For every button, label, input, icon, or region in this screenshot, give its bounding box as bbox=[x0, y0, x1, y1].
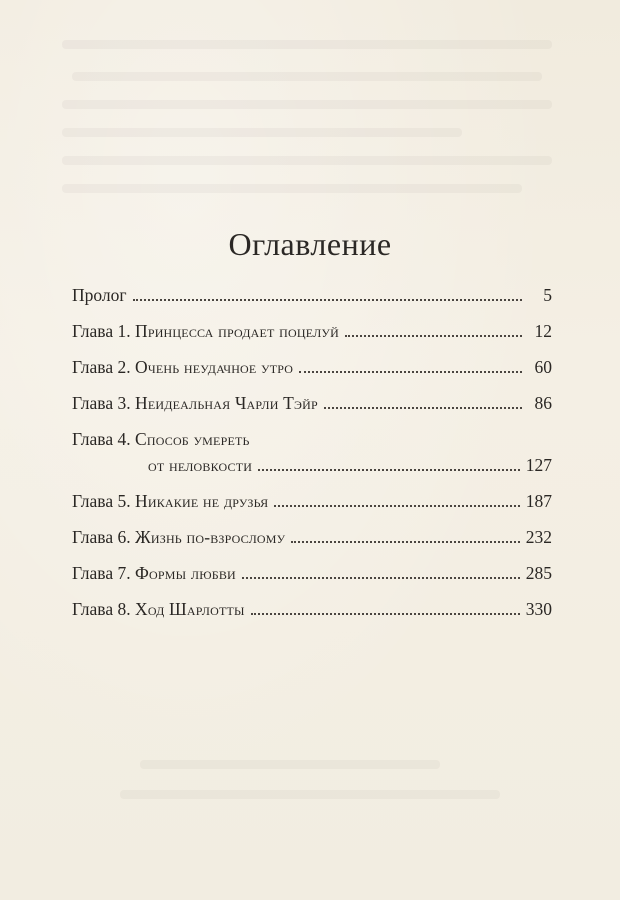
toc-entry-prefix: Глава 5. bbox=[72, 491, 131, 511]
toc-entry-title: Способ умереть bbox=[134, 429, 250, 449]
toc-page-number: 86 bbox=[534, 393, 552, 413]
toc-entry-title: Формы любви bbox=[134, 563, 236, 583]
toc-entry-prefix: Глава 8. bbox=[72, 599, 131, 619]
toc-entry-title: Ход Шарлотты bbox=[134, 599, 245, 619]
show-through-text bbox=[62, 100, 552, 109]
show-through-text bbox=[62, 156, 552, 165]
toc-entry-prefix: Глава 6. bbox=[72, 527, 131, 547]
toc-page-number: 232 bbox=[525, 527, 552, 547]
dot-leader bbox=[258, 469, 520, 471]
dot-leader bbox=[251, 613, 520, 615]
show-through-text bbox=[120, 790, 500, 799]
dot-leader bbox=[299, 371, 522, 373]
toc-entry-chapter-8[interactable] bbox=[72, 596, 552, 622]
toc-entry-chapter-2[interactable] bbox=[72, 354, 552, 380]
dot-leader bbox=[291, 541, 519, 543]
toc-entry-chapter-6[interactable] bbox=[72, 524, 552, 550]
toc-entry-title-continued: от неловкости bbox=[148, 455, 253, 475]
show-through-text bbox=[72, 72, 542, 81]
table-of-contents bbox=[72, 282, 552, 632]
show-through-text bbox=[140, 760, 440, 769]
toc-entry-title: Очень неудачное утро bbox=[134, 357, 294, 377]
toc-entry-prefix: Глава 7. bbox=[72, 563, 131, 583]
dot-leader bbox=[242, 577, 520, 579]
dot-leader bbox=[133, 299, 522, 301]
dot-leader bbox=[324, 407, 522, 409]
toc-entry-title: Неидеальная Чарли Тэйр bbox=[134, 393, 318, 413]
toc-entry-chapter-3[interactable] bbox=[72, 390, 552, 416]
toc-entry-prefix: Глава 1. bbox=[72, 321, 131, 341]
toc-entry-prefix: Глава 3. bbox=[72, 393, 131, 413]
toc-entry-chapter-1[interactable] bbox=[72, 318, 552, 344]
dot-leader bbox=[345, 335, 522, 337]
show-through-text bbox=[62, 40, 552, 49]
toc-entry-prologue[interactable] bbox=[72, 282, 552, 308]
toc-page-number: 285 bbox=[525, 563, 552, 583]
show-through-text bbox=[62, 184, 522, 193]
toc-page-number: 5 bbox=[543, 285, 552, 305]
toc-page-number: 127 bbox=[525, 455, 552, 475]
toc-page-number: 60 bbox=[534, 357, 552, 377]
toc-entry-title: Жизнь по-взрослому bbox=[134, 527, 286, 547]
toc-entry-title: Принцесса продает поцелуй bbox=[134, 321, 339, 341]
toc-page-number: 12 bbox=[534, 321, 552, 341]
toc-entry-title: Никакие не друзья bbox=[134, 491, 269, 511]
toc-entry-prefix: Глава 4. bbox=[72, 429, 131, 449]
toc-entry-prefix: Глава 2. bbox=[72, 357, 131, 377]
toc-entry-prefix: Пролог bbox=[72, 285, 127, 305]
toc-heading: Оглавление bbox=[228, 226, 392, 262]
dot-leader bbox=[274, 505, 519, 507]
show-through-text bbox=[62, 128, 462, 137]
toc-entry-chapter-4[interactable] bbox=[72, 426, 552, 478]
toc-entry-chapter-5[interactable] bbox=[72, 488, 552, 514]
toc-entry-chapter-7[interactable] bbox=[72, 560, 552, 586]
toc-page-number: 187 bbox=[525, 491, 552, 511]
toc-page-number: 330 bbox=[525, 599, 552, 619]
